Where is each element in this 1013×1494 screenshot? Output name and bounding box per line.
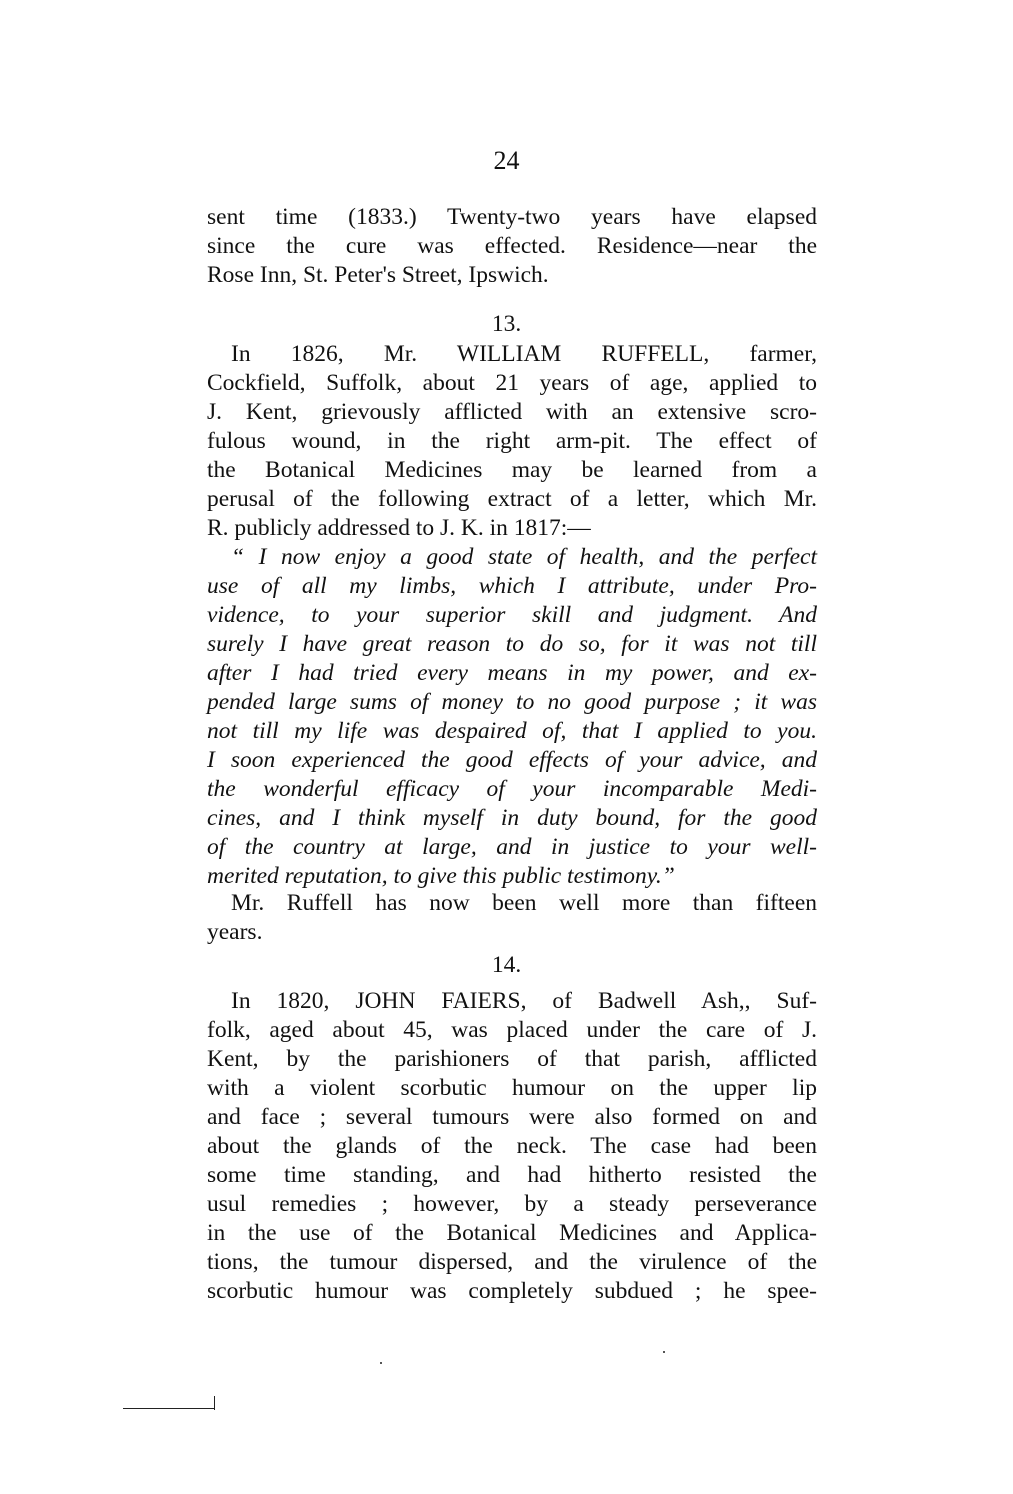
text-line: sent time (1833.) Twenty-two years have elapsed (207, 204, 817, 230)
case-14-paragraph (207, 987, 817, 1306)
text-line: with a violent scorbutic humour on the upper lip (207, 1075, 817, 1101)
text-line: Rose Inn, St. Peter's Street, Ipswich. (207, 262, 549, 288)
scan-speck (380, 1362, 382, 1364)
text-line: In 1826, Mr. WILLIAM RUFFELL, farmer, (231, 341, 817, 367)
text-line: J. Kent, grievously afflicted with an extensive scro- (207, 399, 817, 425)
continuation-paragraph (207, 203, 817, 290)
text-line: usul remedies ; however, by a steady perseverance (207, 1191, 817, 1217)
case-13-closing (207, 889, 817, 947)
text-line: tions, the tumour dispersed, and the virulence of the (207, 1249, 817, 1275)
text-line: Kent, by the parishioners of that parish, afflicted (207, 1046, 817, 1072)
case-13-number: 13. (491, 311, 522, 337)
quote-line: of the country at large, and in justice to your well- (207, 834, 817, 860)
text-line: scorbutic humour was completely subdued ; he spee- (207, 1278, 817, 1304)
text-line: since the cure was effected. Residence—near the (207, 233, 817, 259)
quote-line: pended large sums of money to no good purpose ; it was (207, 689, 817, 715)
page-number: 24 (493, 146, 520, 175)
text-line: years. (207, 919, 263, 945)
case-13-paragraph (207, 340, 817, 543)
case-13-quote (207, 543, 817, 891)
text-line: R. publicly addressed to J. K. in 1817:— (207, 515, 591, 541)
quote-line: surely I have great reason to do so, for it was not till (207, 631, 817, 657)
quote-line: after I had tried every means in my power, and ex- (207, 660, 817, 686)
scan-rule-mark (123, 1408, 215, 1409)
scan-speck (663, 1351, 665, 1353)
text-line: Cockfield, Suffolk, about 21 years of age, applied to (207, 370, 817, 396)
text-line: some time standing, and had hitherto resisted the (207, 1162, 817, 1188)
quote-line: cines, and I think myself in duty bound, for the good (207, 805, 817, 831)
text-line: fulous wound, in the right arm-pit. The effect of (207, 428, 817, 454)
quote-line: merited reputation, to give this public testimony.” (207, 863, 675, 889)
quote-line: vidence, to your superior skill and judgment. And (207, 602, 817, 628)
text-line: folk, aged about 45, was placed under the care of J. (207, 1017, 817, 1043)
text-line: In 1820, JOHN FAIERS, of Badwell Ash,, Suf- (231, 988, 817, 1014)
text-line: and face ; several tumours were also formed on and (207, 1104, 817, 1130)
scan-tick-mark (214, 1396, 215, 1410)
text-line: about the glands of the neck. The case had been (207, 1133, 817, 1159)
quote-line: not till my life was despaired of, that I applied to you. (207, 718, 817, 744)
text-line: Mr. Ruffell has now been well more than fifteen (231, 890, 817, 916)
quote-line: I soon experienced the good effects of your advice, and (207, 747, 817, 773)
quote-line: the wonderful efficacy of your incomparable Medi- (207, 776, 817, 802)
text-line: in the use of the Botanical Medicines and Applica- (207, 1220, 817, 1246)
text-line: perusal of the following extract of a letter, which Mr. (207, 486, 817, 512)
quote-line: use of all my limbs, which I attribute, under Pro- (207, 573, 817, 599)
case-14-number: 14. (491, 952, 522, 978)
text-line: the Botanical Medicines may be learned from a (207, 457, 817, 483)
quote-line: “ I now enjoy a good state of health, and the perfect (231, 544, 817, 570)
